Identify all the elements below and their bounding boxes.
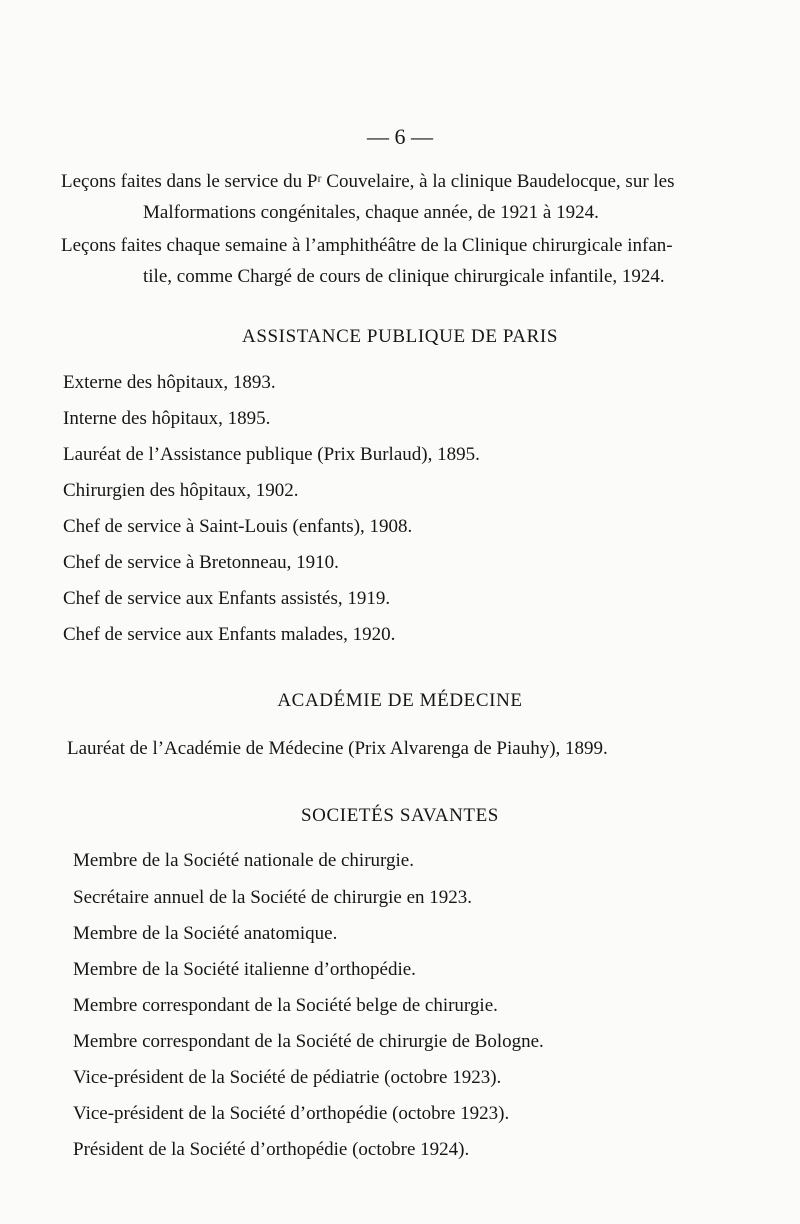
list-item: Secrétaire annuel de la Société de chirurgie en 1923. <box>73 887 473 908</box>
list-item: Président de la Société d’orthopédie (octobre 1924). <box>73 1139 470 1160</box>
list-item: Lauréat de l’Académie de Médecine (Prix Alvarenga de Piauhy), 1899. <box>67 738 608 759</box>
section-heading-societes-savantes: SOCIETÉS SAVANTES <box>301 805 499 826</box>
list-item: Vice-président de la Société d’orthopédie (octobre 1923). <box>73 1103 510 1124</box>
list-item: Membre de la Société nationale de chirurgie. <box>73 850 414 871</box>
teaching-2-line-1: Leçons faites chaque semaine à l’amphithéâtre de la Clinique chirurgicale infan- <box>61 235 673 256</box>
list-item: Chef de service à Saint-Louis (enfants), 1908. <box>63 516 413 537</box>
list-item: Membre correspondant de la Société belge de chirurgie. <box>73 995 498 1016</box>
list-item: Membre de la Société italienne d’orthopédie. <box>73 959 416 980</box>
list-item: Vice-président de la Société de pédiatrie (octobre 1923). <box>73 1067 502 1088</box>
list-item: Externe des hôpitaux, 1893. <box>63 372 276 393</box>
list-item: Membre correspondant de la Société de chirurgie de Bologne. <box>73 1031 544 1052</box>
list-item: Interne des hôpitaux, 1895. <box>63 408 271 429</box>
list-item: Chef de service à Bretonneau, 1910. <box>63 552 339 573</box>
page-number: — 6 — <box>367 124 433 149</box>
list-item: Membre de la Société anatomique. <box>73 923 338 944</box>
teaching-2-line-2: tile, comme Chargé de cours de clinique chirurgicale infantile, 1924. <box>143 266 665 287</box>
section-heading-assistance-publique: ASSISTANCE PUBLIQUE DE PARIS <box>242 326 558 347</box>
list-item: Lauréat de l’Assistance publique (Prix Burlaud), 1895. <box>63 444 480 465</box>
teaching-1-line-1: Leçons faites dans le service du Pʳ Couvelaire, à la clinique Baudelocque, sur les <box>61 171 675 192</box>
list-item: Chirurgien des hôpitaux, 1902. <box>63 480 299 501</box>
list-item: Chef de service aux Enfants assistés, 1919. <box>63 588 391 609</box>
teaching-paragraph-1 <box>61 166 675 228</box>
section-heading-academie-de-medecine: ACADÉMIE DE MÉDECINE <box>277 690 523 711</box>
teaching-paragraph-2 <box>61 230 673 292</box>
list-item: Chef de service aux Enfants malades, 1920. <box>63 624 396 645</box>
teaching-1-line-2: Malformations congénitales, chaque année, de 1921 à 1924. <box>143 202 599 223</box>
